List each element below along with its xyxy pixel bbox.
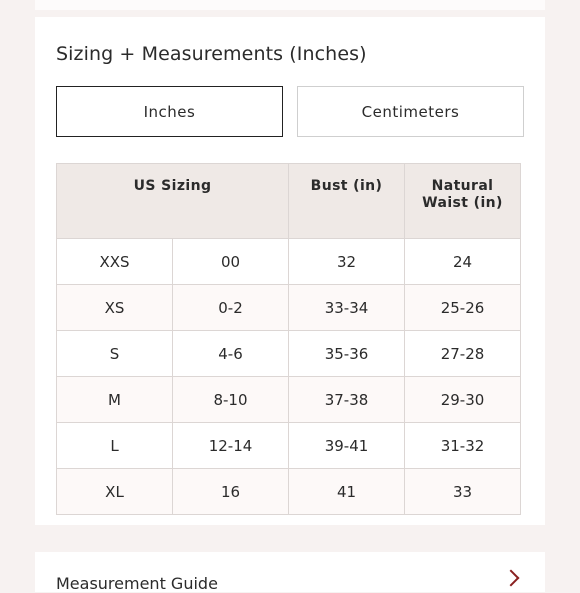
inches-button[interactable]: Inches <box>56 86 283 137</box>
table-row <box>57 285 521 331</box>
waist-cell: 31-32 <box>405 423 521 469</box>
table-row <box>57 239 521 285</box>
us-size-cell: 4-6 <box>173 331 289 377</box>
us-size-cell: 8-10 <box>173 377 289 423</box>
measurement-guide-row[interactable] <box>35 552 545 592</box>
waist-cell: 27-28 <box>405 331 521 377</box>
size-cell: L <box>57 423 173 469</box>
waist-cell: 33 <box>405 469 521 515</box>
section-title: Sizing + Measurements (Inches) <box>56 43 367 65</box>
size-cell: XS <box>57 285 173 331</box>
size-cell: XXS <box>57 239 173 285</box>
bust-cell: 35-36 <box>289 331 405 377</box>
bust-cell: 37-38 <box>289 377 405 423</box>
table-row <box>57 423 521 469</box>
bust-cell: 41 <box>289 469 405 515</box>
top-strip <box>35 0 545 10</box>
bust-cell: 32 <box>289 239 405 285</box>
us-size-cell: 12-14 <box>173 423 289 469</box>
waist-cell: 29-30 <box>405 377 521 423</box>
size-cell: M <box>57 377 173 423</box>
bust-cell: 39-41 <box>289 423 405 469</box>
waist-cell: 24 <box>405 239 521 285</box>
centimeters-button[interactable]: Centimeters <box>297 86 524 137</box>
sizing-card <box>35 17 545 525</box>
table-row <box>57 331 521 377</box>
waist-cell: 25-26 <box>405 285 521 331</box>
size-cell: XL <box>57 469 173 515</box>
header-natural-waist: Natural Waist (in) <box>405 164 521 239</box>
bust-cell: 33-34 <box>289 285 405 331</box>
us-size-cell: 0-2 <box>173 285 289 331</box>
size-table <box>56 163 521 515</box>
header-us-sizing: US Sizing <box>57 164 289 239</box>
measurement-guide-label: Measurement Guide <box>56 574 218 593</box>
chevron-right-icon <box>503 570 520 587</box>
size-cell: S <box>57 331 173 377</box>
table-header-row <box>57 164 521 239</box>
header-bust: Bust (in) <box>289 164 405 239</box>
table-row <box>57 377 521 423</box>
us-size-cell: 00 <box>173 239 289 285</box>
table-row <box>57 469 521 515</box>
us-size-cell: 16 <box>173 469 289 515</box>
